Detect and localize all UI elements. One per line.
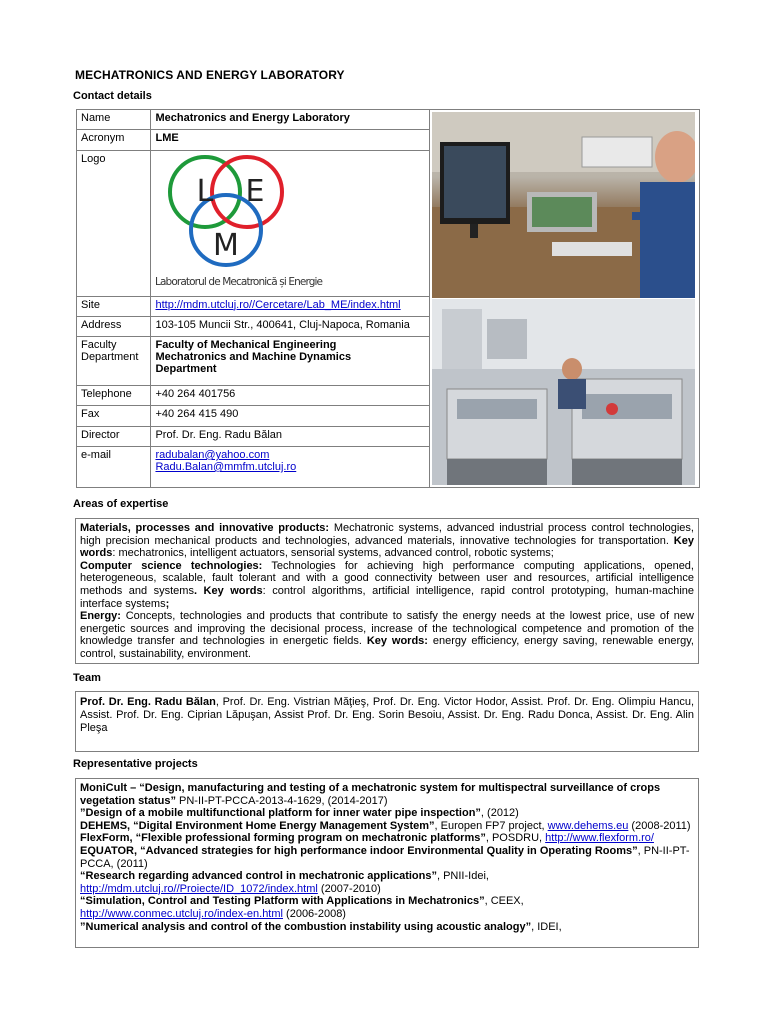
expertise-computer: [80, 560, 694, 610]
label-faculty-line2: Department: [81, 351, 139, 364]
project-7-lead: “Simulation, Control and Testing Platform with Applications in Mechatronics”: [80, 895, 485, 908]
value-acronym: LME: [151, 130, 430, 150]
value-director: Prof. Dr. Eng. Radu Bălan: [151, 426, 430, 446]
energy-kw-text: energy efficiency, energy saving, renewable energy, control, sustainability, environment.: [80, 635, 694, 660]
lab-photo-automation-drawing: [432, 299, 695, 485]
label-faculty: [77, 337, 151, 386]
energy-text: Concepts, technologies and products that contribute to satisfy the energy needs at the lowest price, use of new energetic sources and improving the decisional process, increase of the technological competence and promotion of the knowledge transfer and technologies in energetic fields.: [80, 610, 694, 648]
computer-lead: Computer science technologies:: [80, 559, 263, 572]
project-4-link[interactable]: http://www.flexform.ro/: [545, 832, 654, 845]
project-6-rest: , PNII-Idei,: [436, 870, 489, 883]
project-6-lead: “Research regarding advanced control in mechatronic applications”: [80, 870, 437, 883]
project-8: [80, 921, 694, 934]
label-address: Address: [77, 316, 151, 336]
value-faculty: [151, 337, 430, 386]
label-site: Site: [77, 296, 151, 316]
lme-logo: [155, 153, 335, 291]
energy-kw-label: Key words:: [361, 635, 428, 648]
expertise-materials: [80, 522, 694, 560]
label-logo: Logo: [77, 150, 151, 296]
expertise-box: [75, 518, 699, 664]
energy-lead: Energy:: [80, 610, 121, 623]
project-6-tail: (2007-2010): [317, 882, 381, 895]
project-3-link[interactable]: www.dehems.eu: [547, 819, 629, 832]
value-logo: [151, 150, 430, 296]
project-1: [80, 782, 694, 807]
materials-text: Mechatronic systems, advanced industrial process control technologies, high precision mechanical products and technologies, advanced materials, innovative technologies for transportation.: [80, 522, 694, 547]
project-5-lead: EQUATOR, “Advanced strategies for high performance indoor Environmental Quality in Operating Rooms”: [80, 844, 638, 857]
row-name: [77, 110, 700, 130]
value-telephone: +40 264 401756: [151, 386, 430, 406]
computer-text: Technologies for achieving high performance computing applications, opened, heterogeneous, scalable, fault tolerant and with a good connectivity between user and resources, artificial intelligence methods and systems: [80, 559, 694, 597]
computer-kw-label: . Key words: [193, 584, 263, 597]
value-faculty-line1: Faculty of Mechanical Engineering: [155, 339, 337, 352]
project-8-rest: , IDEI,: [531, 920, 562, 933]
value-address: 103-105 Muncii Str., 400641, Cluj-Napoca, Romania: [151, 316, 430, 336]
project-7-link[interactable]: http://www.conmec.utcluj.ro/index-en.html: [80, 907, 283, 920]
computer-kw-text: : control algorithms, artificial intelligence, rapid control prototyping, human-machine interface systems: [80, 584, 694, 610]
project-5: [80, 845, 694, 870]
project-8-lead: ”Numerical analysis and control of the combustion instability using acoustic analogy”: [80, 920, 532, 933]
lab-photo-computer: [432, 112, 695, 298]
project-7-tail: (2006-2008): [282, 907, 346, 920]
value-faculty-line3: Department: [155, 363, 217, 376]
project-3: [80, 820, 694, 833]
project-2-rest: , (2012): [480, 807, 519, 820]
team-heading: Team: [73, 672, 101, 684]
project-3-tail: (2008-2011): [628, 819, 691, 832]
label-email: e-mail: [77, 447, 151, 488]
label-acronym: Acronym: [77, 130, 151, 150]
value-faculty-line2: Mechatronics and Machine Dynamics: [155, 351, 352, 364]
projects-box: [75, 778, 699, 948]
materials-lead: Materials, processes and innovative products:: [80, 522, 330, 534]
materials-kw-label: Key words: [80, 534, 694, 560]
email-link-1[interactable]: radubalan@yahoo.com: [155, 449, 270, 461]
project-4: [80, 832, 694, 845]
project-7-rest: , CEEX,: [484, 895, 524, 908]
project-5-rest: , PN-II-PT-PCCA, (2011): [80, 844, 690, 870]
site-link[interactable]: http://mdm.utcluj.ro//Cercetare/Lab_ME/index.html: [155, 298, 401, 311]
label-fax: Fax: [77, 406, 151, 426]
expertise-heading: Areas of expertise: [73, 498, 169, 510]
value-name: Mechatronics and Energy Laboratory: [151, 110, 430, 130]
label-faculty-line1: Faculty: [81, 339, 117, 352]
team-box: [75, 691, 699, 752]
project-1-lead: MoniCult – “Design, manufacturing and testing of a mechatronic system for multispectral surveillance of crops vegetation status”: [80, 782, 661, 807]
logo-caption: Laboratorul de Mecatronică și Energie: [155, 275, 324, 288]
logo-letter-e: E: [245, 173, 265, 209]
project-6-link[interactable]: http://mdm.utcluj.ro//Proiecte/ID_1072/index.html: [80, 882, 318, 895]
lab-photo-computer-drawing: [432, 112, 695, 298]
project-6: [80, 870, 694, 895]
contact-heading: Contact details: [73, 90, 152, 102]
project-3-lead: DEHEMS, “Digital Environment Home Energy Management System”: [80, 819, 435, 832]
project-2: [80, 807, 694, 820]
logo-letter-l: L: [197, 173, 214, 209]
team-rest: , Prof. Dr. Eng. Vistrian Măţieş, Prof. Dr. Eng. Victor Hodor, Assist. Prof. Dr. Eng. Olimpiu Hancu, Assist. Prof. Dr. Eng. Ciprian Lăpuşan, Assist Prof. Dr. Eng. Sorin Besoiu, Assist. Dr. Eng. Radu Donca, Assist. Dr. Eng. Alin Pleşa: [80, 696, 695, 734]
expertise-energy: [80, 610, 694, 660]
project-7: [80, 895, 694, 920]
project-2-lead: ”Design of a mobile multifunctional platform for inner water pipe inspection”: [80, 807, 481, 820]
photos-cell: [430, 110, 700, 488]
project-3-rest: , Europen FP7 project,: [434, 819, 548, 832]
materials-kw-text: : mechatronics, intelligent actuators, sensorial systems, advanced control, robotic systems;: [112, 547, 554, 560]
computer-end: ;: [165, 597, 170, 610]
lab-photo-automation: [432, 299, 695, 485]
value-fax: +40 264 415 490: [151, 406, 430, 426]
email-link-2[interactable]: Radu.Balan@mmfm.utcluj.ro: [155, 461, 297, 473]
project-4-lead: FlexForm, “Flexible professional forming program on mechatronic platforms”: [80, 832, 486, 845]
project-1-rest: PN-II-PT-PCCA-2013-4-1629, (2014-2017): [175, 794, 388, 807]
label-director: Director: [77, 426, 151, 446]
project-4-rest: , POSDRU,: [485, 832, 546, 845]
page-title: MECHATRONICS AND ENERGY LABORATORY: [75, 68, 345, 82]
label-name: Name: [77, 110, 151, 130]
projects-heading: Representative projects: [73, 758, 198, 770]
label-telephone: Telephone: [77, 386, 151, 406]
contact-table: [76, 109, 700, 488]
logo-letter-m: M: [213, 227, 240, 263]
team-lead: Prof. Dr. Eng. Radu Bălan: [80, 696, 216, 708]
